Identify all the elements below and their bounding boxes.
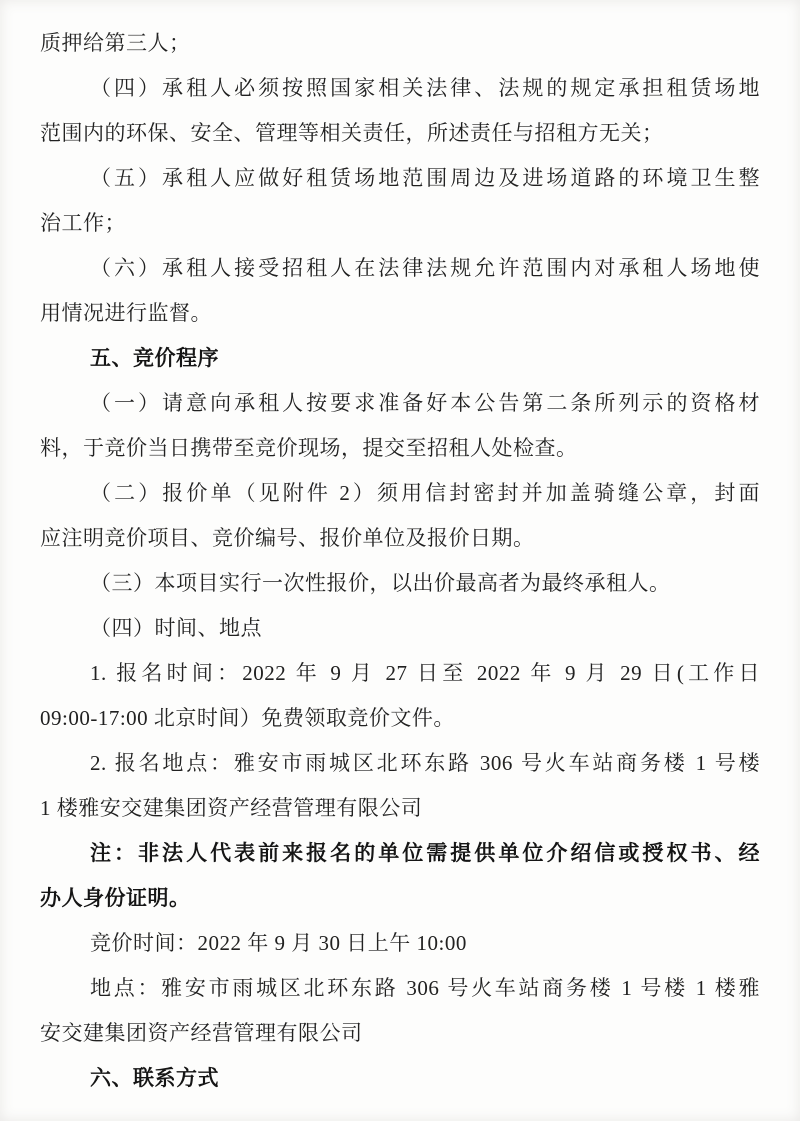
document-content	[40, 21, 760, 1101]
text-line: 09:00-17:00 北京时间）免费领取竞价文件。	[40, 706, 455, 730]
text-line: 竞价时间：2022 年 9 月 30 日上午 10:00	[90, 931, 467, 955]
text-line: （一）请意向承租人按要求准备好本公告第二条所列示的资格材	[90, 391, 760, 415]
text-line: （四）时间、地点	[90, 616, 262, 640]
text-line: （四）承租人必须按照国家相关法律、法规的规定承担租赁场地	[90, 76, 760, 100]
text-line: 用情况进行监督。	[40, 301, 212, 325]
text-line: 1. 报名时间：2022 年 9 月 27 日至 2022 年 9 月 29 日(工作日	[90, 661, 760, 685]
text-line: 注：非法人代表前来报名的单位需提供单位介绍信或授权书、经	[90, 841, 760, 865]
text-line: 2. 报名地点：雅安市雨城区北环东路 306 号火车站商务楼 1 号楼	[90, 751, 760, 775]
text-line: 1 楼雅安交建集团资产经营管理有限公司	[40, 796, 423, 820]
text-line: （六）承租人接受招租人在法律法规允许范围内对承租人场地使	[90, 256, 760, 280]
text-line: 六、联系方式	[90, 1066, 219, 1090]
text-line: 办人身份证明。	[40, 886, 191, 910]
text-line: 质押给第三人；	[40, 31, 191, 55]
text-line: （二）报价单（见附件 2）须用信封密封并加盖骑缝公章，封面	[90, 481, 760, 505]
text-line: 地点：雅安市雨城区北环东路 306 号火车站商务楼 1 号楼 1 楼雅	[90, 976, 760, 1000]
text-line: 料，于竞价当日携带至竞价现场，提交至招租人处检查。	[40, 436, 578, 460]
text-line: 治工作；	[40, 211, 126, 235]
text-line: 应注明竞价项目、竞价编号、报价单位及报价日期。	[40, 526, 535, 550]
text-line: 安交建集团资产经营管理有限公司	[40, 1021, 363, 1045]
text-line: （五）承租人应做好租赁场地范围周边及进场道路的环境卫生整	[90, 166, 760, 190]
text-line: 五、竞价程序	[90, 346, 219, 370]
text-line: （三）本项目实行一次性报价，以出价最高者为最终承租人。	[90, 571, 671, 595]
text-line: 范围内的环保、安全、管理等相关责任，所述责任与招租方无关；	[40, 121, 664, 145]
